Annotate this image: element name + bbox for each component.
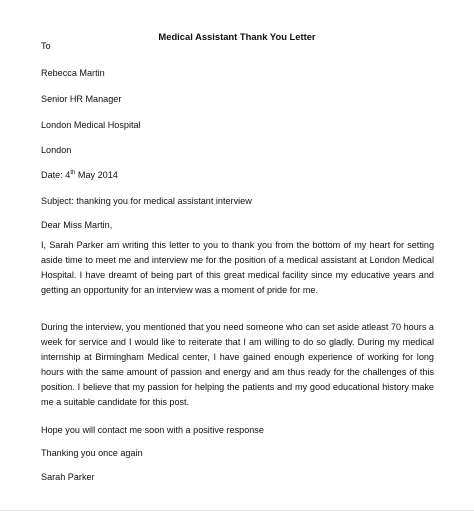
- body-paragraph-2: During the interview, you mentioned that you need someone who can set aside atleast 70 hours a week for service and I would like to reiterate that I am willing to do so gladly. During my medical internship at Birmingham Medical center, I have gained enough experience of working for long hours with the same amount of passion and energy and am thus ready for the challenges of this position. I believe that my passion for helping the patients and my good educational history make me a suitable candidate for this post.: [41, 322, 434, 408]
- closing-line-2: Thanking you once again: [41, 448, 143, 458]
- date-rest: May 2014: [75, 170, 118, 180]
- recipient-name: Rebecca Martin: [41, 68, 105, 78]
- date-prefix: Date: 4: [41, 170, 71, 180]
- letter-title: Medical Assistant Thank You Letter: [158, 31, 316, 42]
- date-ordinal-suffix: th: [70, 169, 76, 176]
- signature-name: Sarah Parker: [41, 472, 95, 482]
- letter-salutation: Dear Miss Martin,: [41, 220, 113, 230]
- page-bottom-divider: [0, 510, 474, 511]
- letter-date: [41, 169, 118, 181]
- recipient-city: London: [41, 145, 72, 155]
- recipient-organization: London Medical Hospital: [41, 120, 141, 130]
- to-label: To: [41, 41, 51, 51]
- recipient-position: Senior HR Manager: [41, 94, 122, 104]
- body-paragraph-1: I, Sarah Parker am writing this letter to you to thank you from the bottom of my heart for setting aside time to meet me and interview me for the position of a medical assistant at London Medical Hospital. I have dreamt of being part of this great medical facility since my educative years and getting an opportunity for an interview was a moment of pride for me.: [41, 240, 434, 296]
- closing-line-1: Hope you will contact me soon with a positive response: [41, 425, 264, 435]
- letter-subject: Subject: thanking you for medical assistant interview: [41, 196, 252, 206]
